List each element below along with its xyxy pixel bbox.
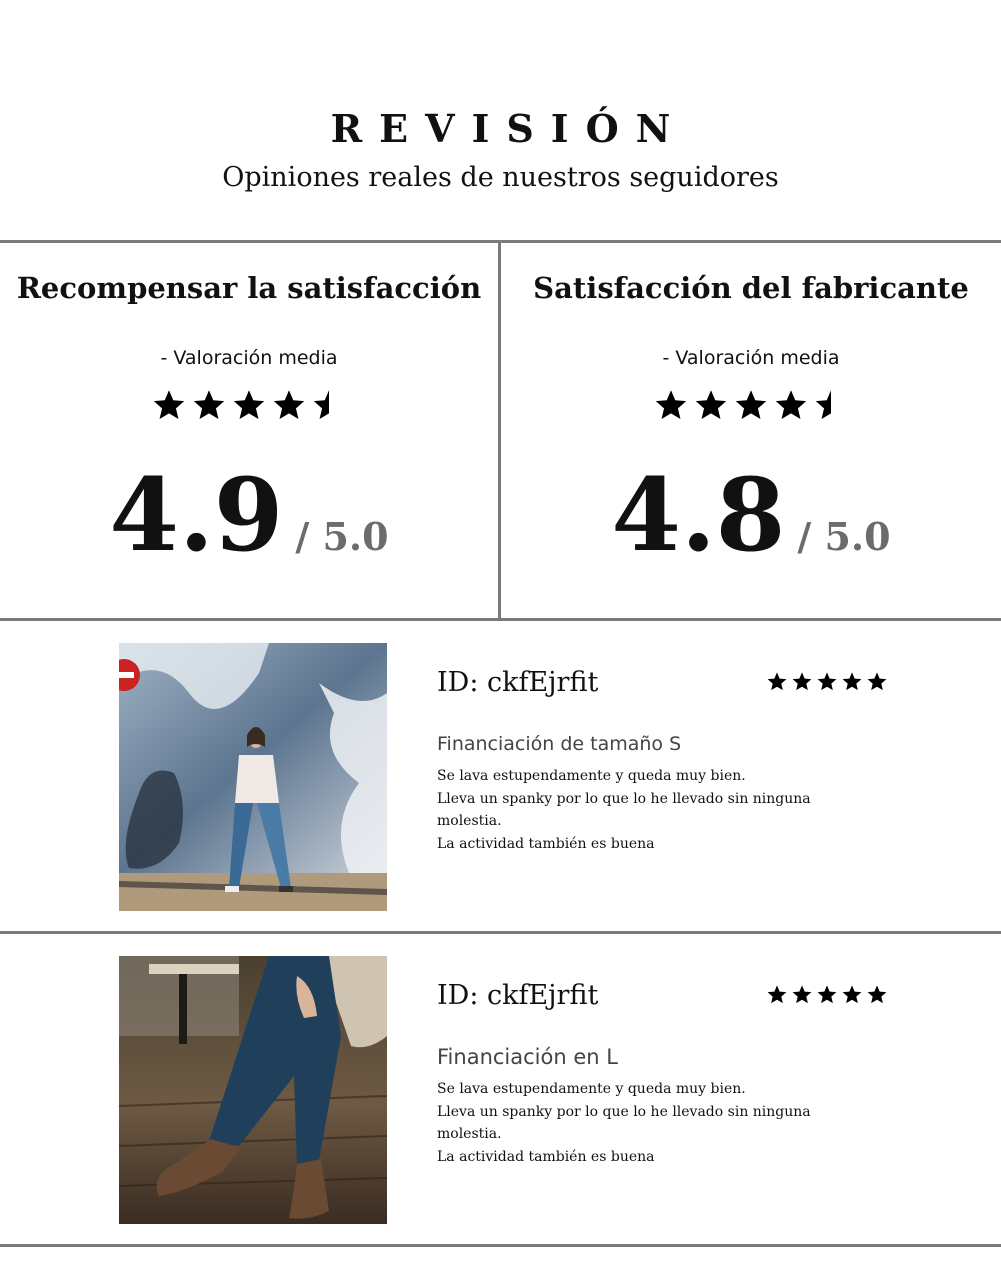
star-icon <box>841 984 863 1005</box>
star-icon <box>773 388 809 422</box>
star-icon <box>816 671 838 692</box>
review-line: molestia. <box>437 1126 502 1142</box>
review-size: Financiación en L <box>437 1045 618 1069</box>
rating-panel-reward <box>0 242 498 618</box>
star-icon <box>766 984 788 1005</box>
star-icon <box>816 984 838 1005</box>
star-icon <box>841 671 863 692</box>
rating-stars <box>501 388 1001 422</box>
rating-subtitle: - Valoración media <box>160 347 338 369</box>
star-icon <box>271 388 307 422</box>
score-value: 4.8 <box>611 456 786 574</box>
review-size: Financiación de tamaño S <box>437 733 682 755</box>
star-icon <box>791 984 813 1005</box>
star-icon <box>766 671 788 692</box>
review-id: ID: ckfEjrfit <box>437 667 599 698</box>
review-stars <box>766 984 888 1005</box>
review-line: La actividad también es buena <box>437 835 655 852</box>
star-icon <box>791 671 813 692</box>
jeans-boots-walking-photo <box>119 956 387 1224</box>
review-line: Se lava estupendamente y queda muy bien. <box>437 768 746 784</box>
score-max: / 5.0 <box>295 514 389 559</box>
review-line: Se lava estupendamente y queda muy bien. <box>437 1081 746 1097</box>
review-line: Lleva un spanky por lo que lo he llevado sin ninguna <box>437 790 811 807</box>
review-text <box>437 765 837 855</box>
page-title: REVISIÓN <box>330 106 688 151</box>
review-card <box>0 621 1001 931</box>
review-line: La actividad también es buena <box>437 1148 655 1165</box>
review-line: Lleva un spanky por lo que lo he llevado sin ninguna <box>437 1103 811 1120</box>
star-icon <box>231 388 267 422</box>
rating-panel-manufacturer <box>501 242 1001 618</box>
review-id: ID: ckfEjrfit <box>437 980 599 1011</box>
star-icon <box>653 388 689 422</box>
review-stars <box>766 671 888 692</box>
star-icon <box>191 388 227 422</box>
score-value: 4.9 <box>109 456 284 574</box>
star-icon <box>813 388 849 422</box>
woman-jeans-wall-photo <box>119 643 387 911</box>
page-subtitle: Opiniones reales de nuestros seguidores <box>222 162 779 193</box>
star-icon <box>733 388 769 422</box>
score-max: / 5.0 <box>797 514 891 559</box>
review-line: molestia. <box>437 813 502 829</box>
rating-score <box>501 456 1001 574</box>
star-icon <box>866 984 888 1005</box>
review-card <box>0 934 1001 1244</box>
star-icon <box>866 671 888 692</box>
rating-subtitle: - Valoración media <box>662 347 840 369</box>
rating-score <box>0 456 498 574</box>
rating-stars <box>0 388 498 422</box>
star-icon <box>693 388 729 422</box>
page-header <box>0 0 1001 240</box>
divider <box>0 1244 1001 1247</box>
review-text <box>437 1078 837 1168</box>
star-icon <box>151 388 187 422</box>
rating-title: Satisfacción del fabricante <box>533 271 969 305</box>
star-icon <box>311 388 347 422</box>
rating-title: Recompensar la satisfacción <box>16 271 482 305</box>
